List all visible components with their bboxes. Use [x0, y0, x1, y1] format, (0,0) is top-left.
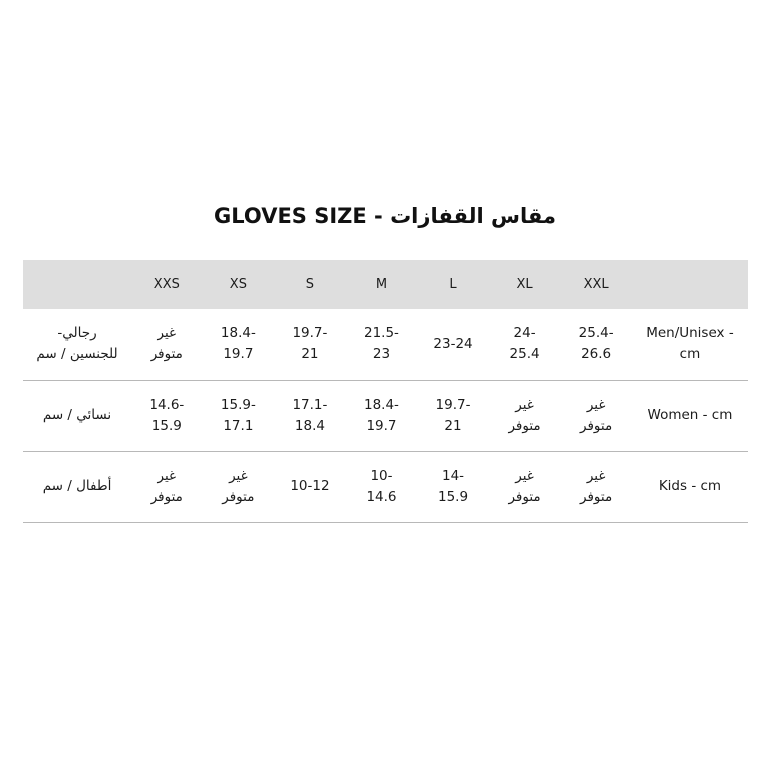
size-cell: 18.4- 19.7: [220, 325, 256, 363]
size-cell: 23-24: [433, 335, 473, 352]
size-cell: 21.5- 23: [364, 325, 399, 363]
row-label-english: Men/Unisex - cm: [646, 325, 734, 363]
size-cell: 19.7- 21: [292, 325, 328, 363]
row-label-arabic: أطفال / سم: [42, 478, 112, 494]
size-cell: 14.6- 15.9: [149, 396, 185, 434]
header-cell-xxs: XXS: [153, 277, 180, 292]
gloves-size-table: [23, 260, 748, 523]
size-cell: 17.1- 18.4: [292, 396, 328, 434]
table-body: [23, 309, 748, 522]
size-cell: 10- 14.6: [366, 467, 397, 505]
header-cell-arabic-label: [23, 260, 131, 309]
row-label-english: Kids - cm: [658, 478, 722, 494]
header-row: [23, 260, 748, 309]
size-cell: 24- 25.4: [509, 325, 540, 363]
table-row-kids: [23, 451, 748, 522]
size-cell: 18.4- 19.7: [364, 396, 399, 434]
table-row-men-unisex: [23, 309, 748, 380]
header-cell-english-label: [632, 260, 748, 309]
size-cell: غير متوفر: [150, 467, 183, 505]
size-cell: 14- 15.9: [437, 467, 469, 505]
row-label-arabic: نسائي / سم: [42, 407, 112, 423]
header-cell-xxl: XXL: [583, 277, 609, 292]
size-cell: 25.4- 26.6: [578, 325, 614, 363]
table-header: [23, 260, 748, 309]
size-cell: غير متوفر: [150, 325, 183, 363]
header-cell-m: M: [375, 277, 388, 292]
header-cell-xl: XL: [516, 277, 533, 292]
header-cell-xs: XS: [229, 277, 247, 292]
size-cell: 15.9- 17.1: [220, 396, 256, 434]
size-cell: 19.7- 21: [435, 396, 471, 434]
size-cell: غير متوفر: [580, 396, 613, 434]
size-cell: غير متوفر: [508, 467, 541, 505]
size-cell: غير متوفر: [222, 467, 255, 505]
row-label-english: Women - cm: [647, 407, 733, 423]
size-cell: غير متوفر: [580, 467, 613, 505]
page-title: مقاس القفازات - GLOVES SIZE: [214, 204, 556, 228]
size-cell: 10-12: [290, 478, 330, 494]
size-cell: غير متوفر: [508, 396, 541, 434]
header-cell-l: L: [449, 277, 457, 292]
header-cell-s: S: [305, 277, 315, 292]
row-label-arabic: رجالي- للجنسين / سم: [36, 325, 118, 363]
table-row-women: [23, 380, 748, 451]
